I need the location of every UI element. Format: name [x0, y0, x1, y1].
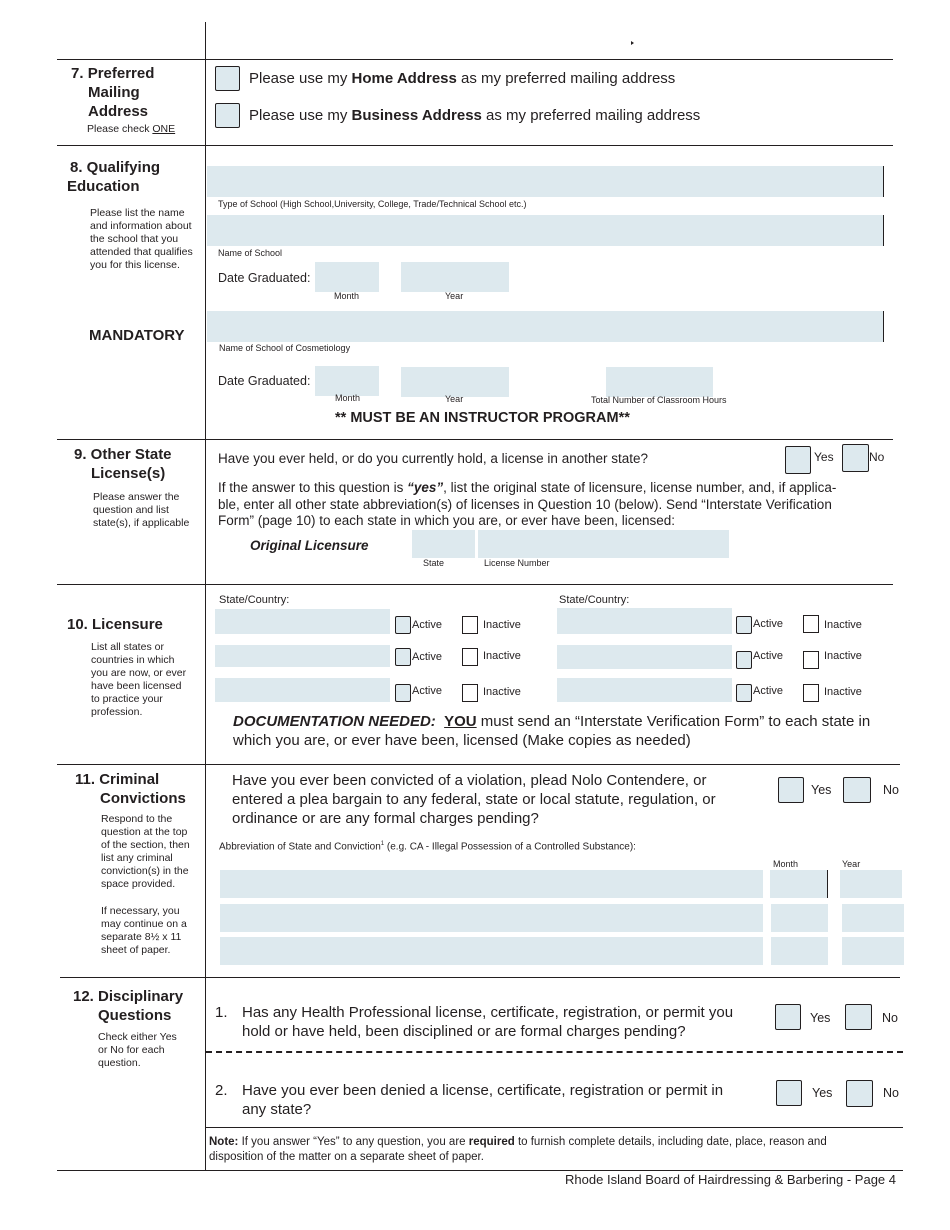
other-state-instructions: If the answer to this question is “yes”, list the original state of licensure, license number, and, if applica- ble, enter all other state abbreviation(s) of licenses in Question 10 (below). Send “Interstate Verification Form” (page 10) to each state in which you are, or ever have been, licensed: [218, 480, 837, 528]
q1-yes-label: Yes [810, 1011, 831, 1025]
active-label: Active [412, 619, 442, 631]
disciplinary-q1: Has any Health Professional license, certificate, registration, or permit you hold or have held, been disciplined or are formal charges pending? [242, 1004, 734, 1040]
divider-8-9 [57, 439, 893, 440]
school-name-caption: Name of School [218, 248, 283, 258]
conviction-abbreviation-caption: Abbreviation of State and Conviction$^1$ (e.g. CA - Illegal Possession of a Controlled Substance): [219, 841, 636, 853]
conviction-year-input[interactable] [840, 870, 902, 898]
divider-footer [57, 1170, 903, 1171]
instructor-program-note: ** MUST BE AN INSTRUCTOR PROGRAM** [335, 410, 630, 426]
question-divider [206, 1051, 903, 1053]
conviction-description-input[interactable] [220, 937, 763, 965]
school-type-input[interactable] [207, 166, 884, 197]
column-divider [205, 22, 206, 1170]
business-address-checkbox[interactable] [215, 103, 240, 128]
active-checkbox[interactable] [395, 684, 411, 702]
classroom-hours-input[interactable] [606, 367, 713, 397]
inactive-checkbox[interactable] [462, 616, 478, 634]
state-caption: State [423, 558, 445, 568]
s10-title: 10. Licensure [67, 616, 163, 633]
inactive-checkbox[interactable] [803, 651, 819, 669]
home-address-checkbox[interactable] [215, 66, 240, 91]
year-caption-2: Year [445, 394, 464, 404]
licensure-state-input[interactable] [215, 609, 390, 634]
disciplinary-q2: Have you ever been denied a license, certificate, registration or permit in any state? [242, 1082, 724, 1118]
divider-top [57, 59, 893, 60]
s7-title: 7. Preferred Mailing Address [71, 65, 155, 120]
s9-no-label: No [869, 450, 885, 464]
s8-help: Please list the name and information about the school that you attended that qualifies you for this license. [90, 207, 193, 271]
s11-title: 11. Criminal Convictions [75, 771, 186, 807]
divider-11-12 [60, 977, 900, 978]
s11-yes-label: Yes [811, 783, 832, 797]
disciplinary-q1-number: 1. [215, 1004, 228, 1021]
s7-help: Please check ONE [87, 123, 176, 135]
q2-no-checkbox[interactable] [846, 1080, 873, 1107]
active-label: Active [753, 650, 783, 662]
active-label: Active [412, 685, 442, 697]
licensure-state-input[interactable] [557, 608, 732, 634]
note: Note: If you answer “Yes” to any question, you are required to furnish complete details, including date, place, reason and disposition of the matter on a separate sheet of paper. [209, 1136, 827, 1163]
q2-yes-checkbox[interactable] [776, 1080, 802, 1106]
cos-grad-month-input[interactable] [315, 366, 379, 396]
date-graduated-label: Date Graduated: [218, 271, 311, 285]
inactive-checkbox[interactable] [462, 648, 478, 666]
q1-no-checkbox[interactable] [845, 1004, 872, 1030]
s9-yes-checkbox[interactable] [785, 446, 811, 474]
divider-note [206, 1127, 903, 1128]
inactive-label: Inactive [483, 686, 521, 698]
original-licensure-label: Original Licensure [250, 538, 369, 553]
s8-title: 8. Qualifying Education [67, 159, 161, 195]
q1-no-label: No [882, 1011, 898, 1025]
school-name-input[interactable] [207, 215, 884, 246]
other-state-question: Have you ever held, or do you currently hold, a license in another state? [218, 451, 649, 466]
licensure-state-input[interactable] [215, 678, 390, 702]
stray-mark [631, 41, 634, 45]
q1-yes-checkbox[interactable] [775, 1004, 801, 1030]
inactive-label: Inactive [483, 619, 521, 631]
conviction-month-input[interactable] [770, 870, 828, 898]
active-checkbox[interactable] [736, 616, 752, 634]
grad-year-input[interactable] [401, 262, 509, 292]
criminal-question: Have you ever been convicted of a violation, plead Nolo Contendere, or entered a plea bargain to any federal, state or local statute, regulation, or ordinance or are any formal charges pending? [232, 772, 716, 827]
inactive-checkbox[interactable] [803, 615, 819, 633]
active-label: Active [753, 618, 783, 630]
license-number-caption: License Number [484, 558, 550, 568]
divider-9-10 [57, 584, 893, 585]
s11-yes-checkbox[interactable] [778, 777, 804, 803]
s11-no-label: No [883, 783, 899, 797]
s10-help: List all states or countries in which you are now, or ever have been licensed to practice your profession. [91, 641, 187, 718]
s11-help-continue: If necessary, you may continue on a separate 8½ x 11 sheet of paper. [101, 905, 187, 956]
cos-grad-year-input[interactable] [401, 367, 509, 397]
s9-help: Please answer the question and list state(s), if applicable [93, 491, 190, 529]
home-address-option: Please use my Home Address as my preferred mailing address [249, 70, 676, 87]
s11-no-checkbox[interactable] [843, 777, 871, 803]
inactive-checkbox[interactable] [462, 684, 478, 702]
classroom-hours-caption: Total Number of Classroom Hours [591, 395, 727, 405]
q2-no-label: No [883, 1086, 899, 1100]
conviction-description-input[interactable] [220, 904, 763, 932]
state-country-label-right: State/Country: [559, 594, 630, 606]
inactive-label: Inactive [824, 619, 862, 631]
divider-10-11 [57, 764, 900, 765]
license-number-input[interactable] [478, 530, 729, 558]
active-checkbox[interactable] [395, 616, 411, 634]
s11-help: Respond to the question at the top of the section, then list any criminal conviction(s) in the space provided. [101, 813, 190, 890]
s9-no-checkbox[interactable] [842, 444, 869, 472]
inactive-label: Inactive [483, 650, 521, 662]
month-caption-2: Month [335, 393, 361, 403]
year-caption: Year [445, 291, 464, 301]
page-footer: Rhode Island Board of Hairdressing & Barbering - Page 4 [565, 1172, 896, 1187]
s9-title: 9. Other State License(s) [74, 446, 172, 482]
active-checkbox[interactable] [736, 651, 752, 669]
conviction-month-input[interactable] [771, 937, 828, 965]
conviction-year-input[interactable] [842, 904, 904, 932]
school-type-caption: Type of School (High School,University, College, Trade/Technical School etc.) [218, 199, 527, 209]
licensure-state-input[interactable] [215, 645, 390, 667]
grad-month-input[interactable] [315, 262, 379, 292]
s9-yes-label: Yes [814, 450, 834, 464]
active-label: Active [412, 651, 442, 663]
mandatory-label: MANDATORY [89, 327, 185, 344]
conviction-year-input[interactable] [842, 937, 904, 965]
s12-help: Check either Yes or No for each question. [98, 1031, 177, 1069]
conviction-year-caption: Year [842, 859, 861, 869]
cosmetology-school-caption: Name of School of Cosmetiology [219, 343, 351, 353]
original-state-input[interactable] [412, 530, 475, 558]
cosmetology-school-input[interactable] [207, 311, 884, 342]
business-address-option: Please use my Business Address as my preferred mailing address [249, 107, 701, 124]
divider-7-8 [57, 145, 893, 146]
licensure-state-input[interactable] [557, 645, 732, 669]
month-caption: Month [334, 291, 360, 301]
licensure-state-input[interactable] [557, 678, 732, 702]
state-country-label-left: State/Country: [219, 594, 290, 606]
inactive-label: Inactive [824, 686, 862, 698]
date-graduated-label-2: Date Graduated: [218, 374, 311, 388]
inactive-label: Inactive [824, 650, 862, 662]
s12-title: 12. Disciplinary Questions [73, 988, 184, 1024]
active-checkbox[interactable] [395, 648, 411, 666]
conviction-description-input[interactable] [220, 870, 763, 898]
disciplinary-q2-number: 2. [215, 1082, 228, 1099]
q2-yes-label: Yes [812, 1086, 833, 1100]
inactive-checkbox[interactable] [803, 684, 819, 702]
active-label: Active [753, 685, 783, 697]
conviction-month-input[interactable] [771, 904, 828, 932]
documentation-needed-note: DOCUMENTATION NEEDED: YOU must send an “Interstate Verification Form” to each state in which you are, or ever have been, licensed (Make copies as needed) [233, 713, 871, 749]
active-checkbox[interactable] [736, 684, 752, 702]
conviction-month-caption: Month [773, 859, 799, 869]
